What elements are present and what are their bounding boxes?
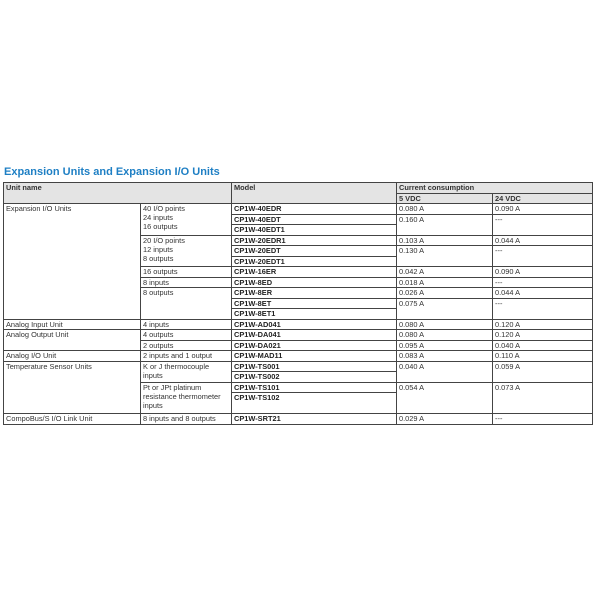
current-24vdc-cell: 0.090 A (493, 267, 593, 278)
section-title: Expansion Units and Expansion I/O Units (4, 166, 220, 178)
table-row (4, 204, 593, 215)
spec-cell: 2 inputs and 1 output (141, 351, 232, 362)
current-5vdc-cell: 0.103 A (397, 235, 493, 246)
spec-cell: 16 outputs (141, 267, 232, 278)
unit-name-cell: CompoBus/S I/O Link Unit (4, 414, 141, 425)
model-cell: CP1W-MAD11 (232, 351, 397, 362)
current-24vdc-cell: --- (493, 214, 593, 235)
model-cell: CP1W-40EDT (232, 214, 397, 225)
current-5vdc-cell: 0.083 A (397, 351, 493, 362)
model-cell: CP1W-40EDR (232, 204, 397, 215)
model-cell: CP1W-TS101 (232, 382, 397, 393)
current-5vdc-cell: 0.075 A (397, 298, 493, 319)
model-cell: CP1W-8ER (232, 288, 397, 299)
current-5vdc-cell: 0.160 A (397, 214, 493, 235)
current-5vdc-cell: 0.130 A (397, 246, 493, 267)
spec-cell: 8 outputs (141, 288, 232, 320)
model-cell: CP1W-16ER (232, 267, 397, 278)
unit-name-cell: Temperature Sensor Units (4, 361, 141, 414)
spec-cell: 2 outputs (141, 340, 232, 351)
model-cell: CP1W-TS102 (232, 393, 397, 414)
current-5vdc-cell: 0.054 A (397, 382, 493, 414)
model-cell: CP1W-SRT21 (232, 414, 397, 425)
header-5vdc: 5 VDC (397, 193, 493, 204)
model-cell: CP1W-8ED (232, 277, 397, 288)
table-body (4, 204, 593, 425)
current-5vdc-cell: 0.080 A (397, 319, 493, 330)
current-24vdc-cell: 0.110 A (493, 351, 593, 362)
current-24vdc-cell: 0.044 A (493, 235, 593, 246)
spec-cell: 40 I/O points 24 inputs 16 outputs (141, 204, 232, 236)
header-model: Model (232, 183, 397, 204)
current-5vdc-cell: 0.095 A (397, 340, 493, 351)
table-row (4, 351, 593, 362)
current-5vdc-cell: 0.026 A (397, 288, 493, 299)
current-24vdc-cell: 0.040 A (493, 340, 593, 351)
model-cell: CP1W-20EDT1 (232, 256, 397, 267)
current-5vdc-cell: 0.040 A (397, 361, 493, 382)
expansion-units-table (3, 182, 593, 425)
model-cell: CP1W-TS002 (232, 372, 397, 383)
table-row (4, 414, 593, 425)
current-5vdc-cell: 0.042 A (397, 267, 493, 278)
current-5vdc-cell: 0.029 A (397, 414, 493, 425)
model-cell: CP1W-40EDT1 (232, 225, 397, 236)
current-24vdc-cell: --- (493, 277, 593, 288)
model-cell: CP1W-AD041 (232, 319, 397, 330)
unit-name-cell: Analog Input Unit (4, 319, 141, 330)
spec-cell: 8 inputs (141, 277, 232, 288)
current-24vdc-cell: 0.120 A (493, 319, 593, 330)
model-cell: CP1W-TS001 (232, 361, 397, 372)
spec-cell: 4 inputs (141, 319, 232, 330)
spec-cell: Pt or JPt platinum resistance thermometer inputs (141, 382, 232, 414)
unit-name-cell: Analog I/O Unit (4, 351, 141, 362)
current-5vdc-cell: 0.018 A (397, 277, 493, 288)
table-row (4, 361, 593, 372)
model-cell: CP1W-20EDR1 (232, 235, 397, 246)
current-24vdc-cell: 0.120 A (493, 330, 593, 341)
current-5vdc-cell: 0.080 A (397, 330, 493, 341)
header-24vdc: 24 VDC (493, 193, 593, 204)
model-cell: CP1W-DA041 (232, 330, 397, 341)
current-24vdc-cell: 0.073 A (493, 382, 593, 414)
spec-cell: K or J thermocouple inputs (141, 361, 232, 382)
current-24vdc-cell: --- (493, 246, 593, 267)
spec-cell: 8 inputs and 8 outputs (141, 414, 232, 425)
current-24vdc-cell: --- (493, 414, 593, 425)
spec-cell: 4 outputs (141, 330, 232, 341)
header-current-consumption: Current consumption (397, 183, 593, 194)
table-row (4, 319, 593, 330)
model-cell: CP1W-8ET (232, 298, 397, 309)
header-row (4, 183, 593, 194)
current-24vdc-cell: 0.044 A (493, 288, 593, 299)
model-cell: CP1W-8ET1 (232, 309, 397, 320)
current-5vdc-cell: 0.080 A (397, 204, 493, 215)
table-row (4, 330, 593, 341)
model-cell: CP1W-20EDT (232, 246, 397, 257)
current-24vdc-cell: --- (493, 298, 593, 319)
unit-name-cell: Analog Output Unit (4, 330, 141, 351)
current-24vdc-cell: 0.090 A (493, 204, 593, 215)
current-24vdc-cell: 0.059 A (493, 361, 593, 382)
header-unit-name: Unit name (4, 183, 232, 204)
unit-name-cell: Expansion I/O Units (4, 204, 141, 320)
spec-cell: 20 I/O points 12 inputs 8 outputs (141, 235, 232, 267)
model-cell: CP1W-DA021 (232, 340, 397, 351)
